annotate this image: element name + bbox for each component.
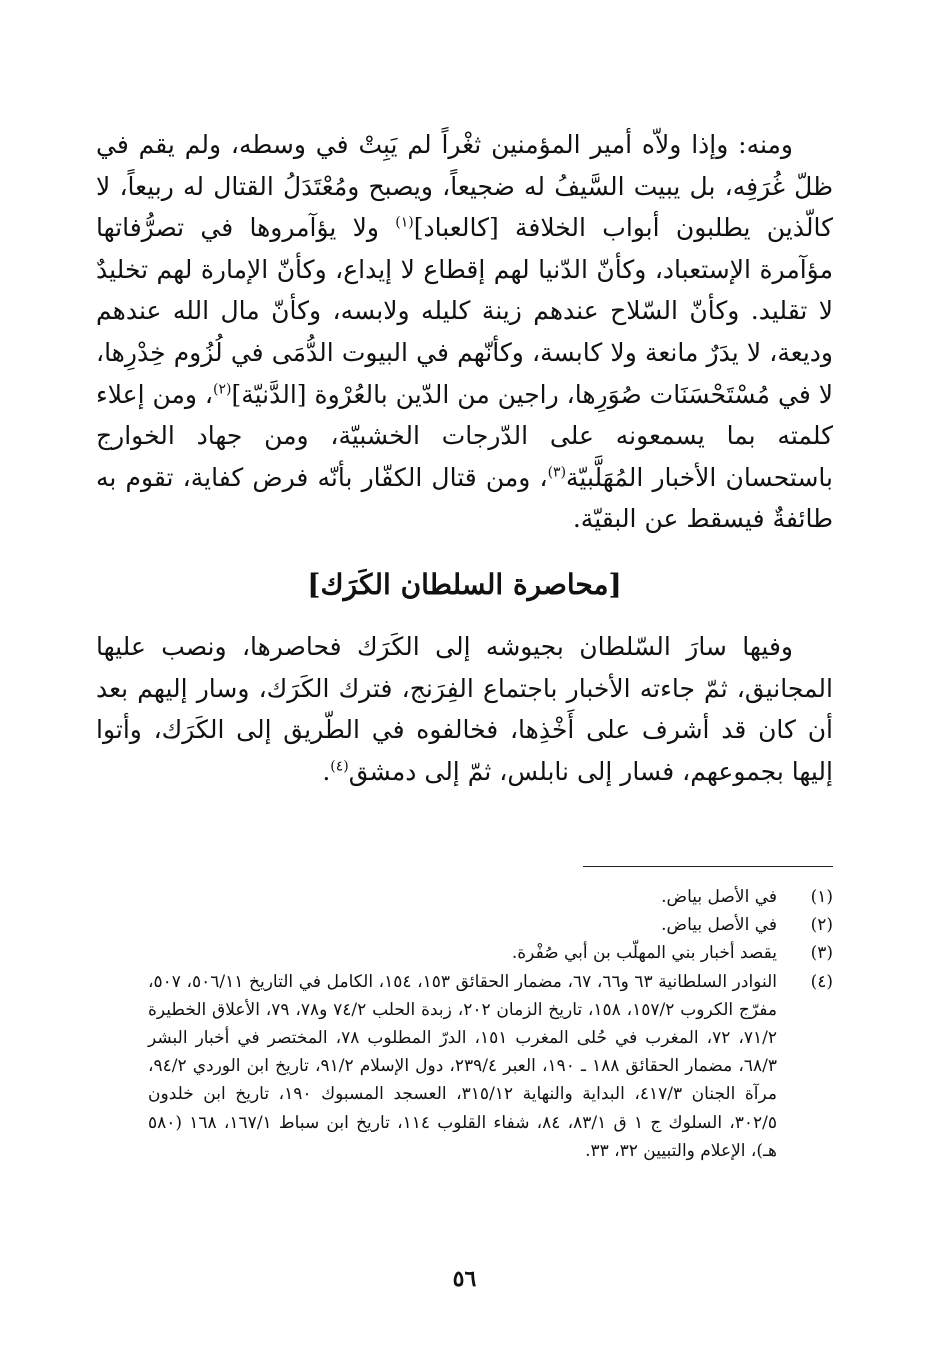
footnote-text: النوادر السلطانية ٦٣ و٦٦، ٦٧، مضمار الحقائق ١٥٣، ١٥٤، الكامل في التاريخ ٥٠٦/١١، ٥٠٧، مفرّج الكروب ١٥٧/٢، ١٥٨، تاريخ الزمان ٢٠٢، زبدة الحلب ٧٤/٢ و٧٨، ٧٩، الأعلاق الخطيرة ٧١/٢، ٧٢، المغرب في حُلى المغرب ١٥١، الدرّ المطلوب ٧٨، المختصر في أخبار البشر ٦٨/٣، مضمار الحقائق ١٨٨ ـ ١٩٠، العبر ٢٣٩/٤، دول الإسلام ٩١/٢، تاريخ ابن الوردي ٩٤/٢، مرآة الجنان ٤١٧/٣، البداية والنهاية ٣١٥/١٢، العسجد المسبوك ١٩٠، تاريخ ابن خلدون ٣٠٢/٥، السلوك ج ١ ق ٨٣/١، ٨٤، شفاء القلوب ١١٤، تاريخ ابن سباط ١٦٧/١، ١٦٨ (٥٨٠ هـ)، الإعلام والتبيين ٣٢، ٣٣. [148,971,778,1161]
section-heading: [محاصرة السلطان الكَرَك] [307,567,622,601]
paragraph-2 [96,626,833,792]
footnote-text: يقصد أخبار بني المهلّب بن أبي صُفْرة. [511,943,777,964]
footnote-ref-3: (٣) [547,464,567,481]
paragraph-2-part-a: وفيها سارَ السّلطان بجيوشه إلى الكَرَك فحاصرها، ونصب عليها المجانيق، ثمّ جاءته الأخبار باجتماع الفِرَنج، فترك الكَرَك، وسار إليهم بعد أن كان قد أشرف على أَخْذِها، فخالفوه في الطّريق إلى الكَرَك، وأتوا إليها بجموعهم، فسار إلى نابلس، ثمّ إلى دمشق [96,631,833,786]
footnote-ref-4: (٤) [330,758,349,775]
paragraph-1-part-a: ومنه: وإذا ولاّه أمير المؤمنين ثغْراً لم يَبِتْ في وسطه، ولم يقم في ظلّ غُرَفِه، بل يبيت السَّيفُ له ضجيعاً، ويصبح ومُعْتَدَلُ القتال له ربيعاً، لا كالّذين يطلبون أبواب الخلافة [كالعباد] [96,130,833,243]
footnote-number: (٤) [810,971,833,992]
paragraph-1-part-b: ولا يؤآمروها في تصرُّفاتها مؤآمرة الإستعباد، وكأنّ الدّنيا لهم إقطاع لا إيداع، وكأنّ الإمارة لهم تخليدٌ لا تقليد. وكأنّ السّلاح عندهم زينة كليله ولابسه، وكأنّ مال الله عندهم وديعة، لا يدَرٌ مانعة ولا كابسة، وكأنّهم في البيوت الدُّمَى في لُزُوم خِدْرِها، لا في مُسْتَحْسَنَات صُوَرِها، راجين من الدّين بالعُرْوة [الدَّنيّة] [96,213,833,409]
footnote-text: في الأصل بياض. [661,887,777,907]
footnote-text: في الأصل بياض. [661,915,777,936]
footnote-number: (١) [810,887,833,907]
footnote-1 [148,883,833,911]
footnote-3 [148,939,833,967]
footnotes [148,883,833,1165]
footnote-ref-1: (١) [395,214,414,231]
paragraph-1-part-c: ، ومن إعلاء كلمته بما يسمعونه على الدّرجات الخشبيّة، ومن جهاد الخوارج باستحسان الأخبار المُهَلَّبيّة [95,379,834,492]
footnote-ref-2: (٢) [212,381,232,398]
footnote-4 [148,968,833,1165]
footnote-number: (٢) [810,915,833,936]
paragraph-1 [96,124,833,540]
footnote-separator [583,866,833,867]
page-number: ٥٦ [452,1266,477,1292]
main-text [96,124,833,792]
paragraph-2-part-b: . [322,756,331,786]
paragraph-1-part-d: ، ومن قتال الكفّار بأنّه فرض كفاية، تقوم به طائفةٌ فيسقط عن البقيّة. [96,462,833,534]
footnote-2 [148,911,833,939]
footnote-number: (٣) [810,943,833,964]
